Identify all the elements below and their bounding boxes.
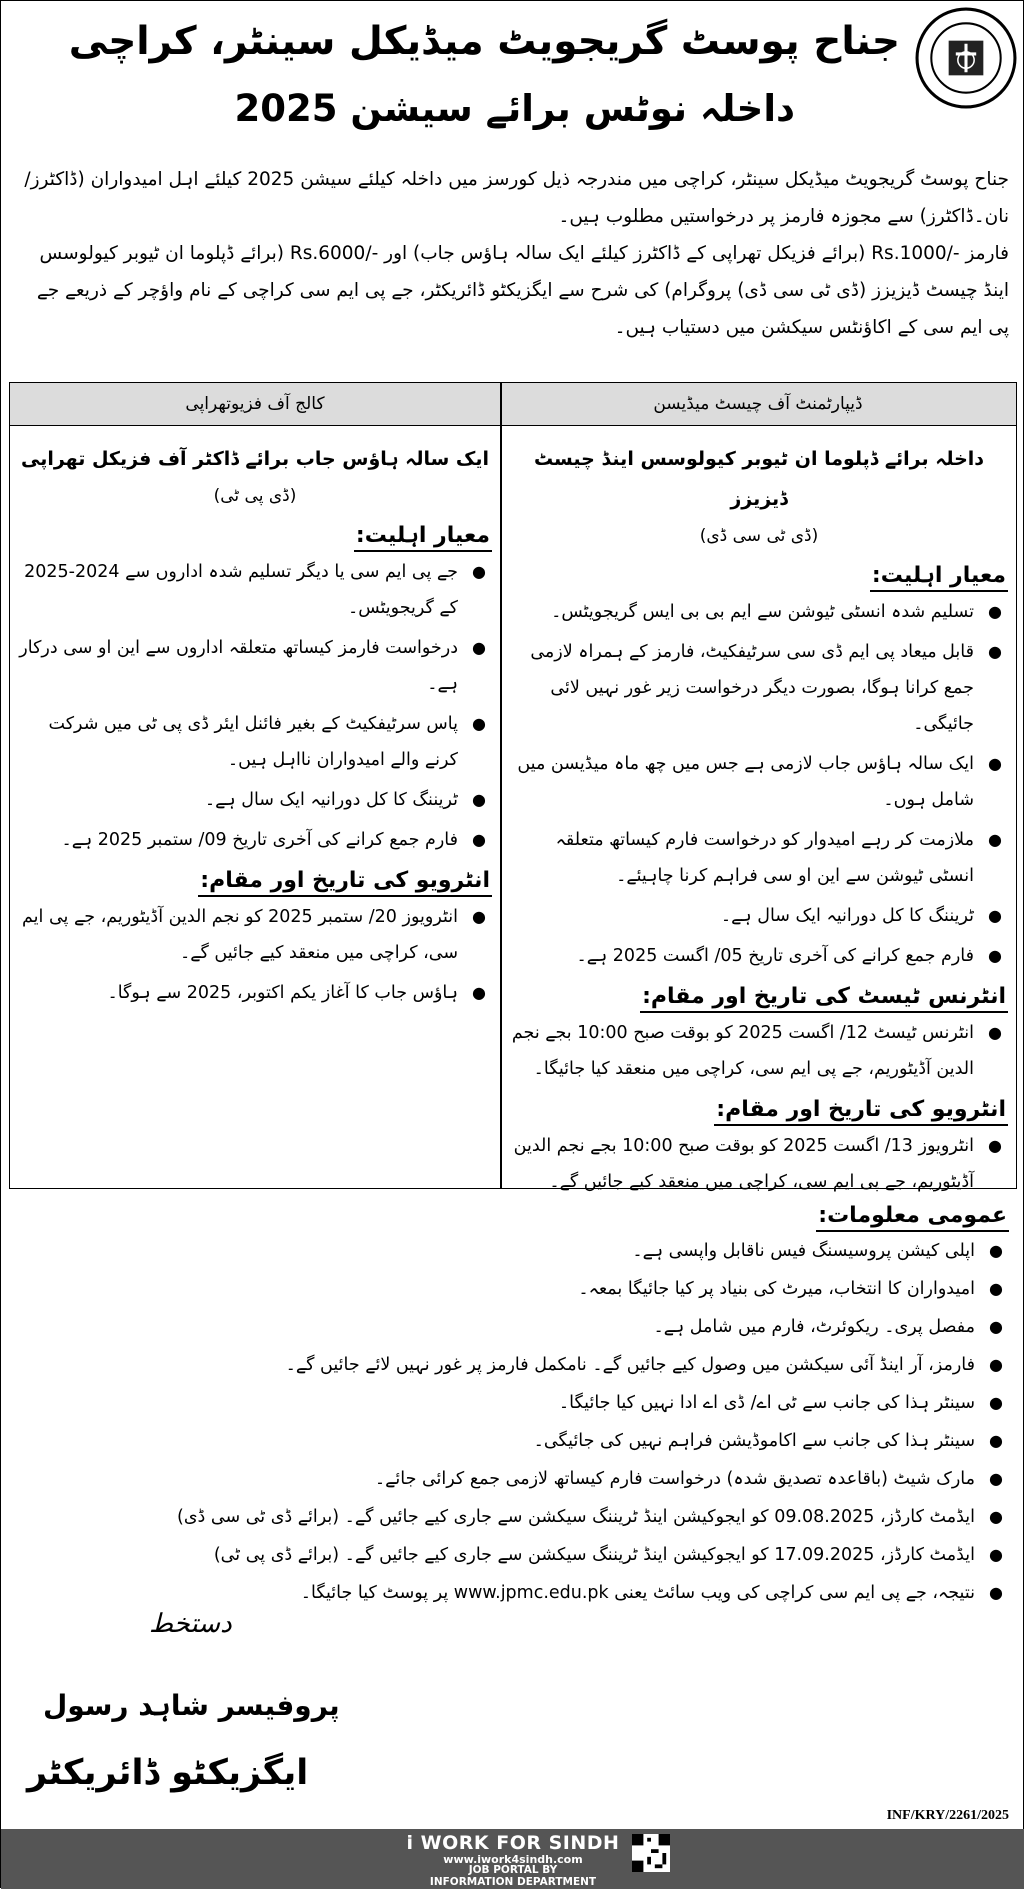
list-item: ● ایڈمٹ کارڈز، 09.08.2025 کو ایجوکیشن اینڈ ٹریننگ سیکشن سے جاری کیے جائیں گے۔ (برائے ڈی ٹی سی ڈی) (15, 1502, 1009, 1532)
title-line-2: داخلہ نوٹس برائے سیشن 2025 (234, 87, 795, 130)
physiotherapy-column (18, 425, 492, 1188)
list-item: ● فارمز، آر اینڈ آئی سیکشن میں وصول کیے جائیں گے۔ نامکمل فارمز پر غور نہیں لائے جائیں گے۔ (15, 1350, 1009, 1380)
list-item: ● قابل میعاد پی ایم ڈی سی سرٹیفکیٹ، فارمز کے ہمراہ لازمی جمع کرانا ہوگا، بصورت دیگر درخواست زیر غور نہیں لائی جائیگی۔ (510, 634, 1008, 742)
chest-medicine-column (510, 425, 1008, 1192)
footer-url[interactable]: www.iwork4sindh.com (443, 1853, 583, 1866)
jpmc-logo (915, 7, 1017, 109)
dpt-eligibility-list (18, 554, 492, 858)
general-heading (15, 1203, 1009, 1228)
list-item: ● تسلیم شدہ انسٹی ٹیوشن سے ایم بی بی ایس گریجویٹس۔ (510, 594, 1008, 630)
table-header (10, 383, 1016, 426)
programs-table (9, 382, 1017, 1192)
list-item: ● انٹرویوز 13/ اگست 2025 کو بوقت صبح 10:00 بجے نجم الدین آڈیٹوریم، جے پی ایم سی، کراچی میں منعقد کیے جائیں گے۔ (510, 1128, 1008, 1200)
list-item: ● امیدواران کا انتخاب، میرٹ کی بنیاد پر کیا جائیگا بمعہ۔ (15, 1274, 1009, 1304)
dtcd-test-list (510, 1015, 1008, 1087)
signature: دستخط (149, 1609, 232, 1639)
list-item: ● پاس سرٹیفکیٹ کے بغیر فائنل ایئر ڈی پی ٹی میں شرکت کرنے والے امیدواران نااہل ہیں۔ (18, 706, 492, 778)
list-item: ● ٹریننگ کا کل دورانیہ ایک سال ہے۔ (18, 782, 492, 818)
dtcd-interview-list (510, 1128, 1008, 1200)
list-item: ● سینٹر ہذا کی جانب سے اکاموڈیشن فراہم نہیں کی جائیگی۔ (15, 1426, 1009, 1456)
footer-line-2: JOB PORTAL BY (468, 1864, 558, 1876)
header (1, 1, 1024, 151)
dpt-interview-list (18, 899, 492, 1011)
dtcd-interview-heading (510, 1097, 1008, 1122)
dpt-abbr: (ڈی پی ٹی) (213, 486, 297, 506)
list-item: ● اپلی کیشن پروسیسنگ فیس ناقابل واپسی ہے۔ (15, 1236, 1009, 1266)
intro (15, 161, 1009, 346)
dtcd-eligibility-heading (510, 563, 1008, 588)
general-list (15, 1236, 1009, 1608)
intro-paragraph-1: جناح پوسٹ گریجویٹ میڈیکل سینٹر، کراچی میں مندرجہ ذیل کورسز میں داخلہ کیلئے سیشن 2025 کیلئے اہل امیدواران (ڈاکٹرز/ نان۔ڈاکٹرز) سے مجوزہ فارمز پر درخواستیں مطلوب ہیں۔ (24, 169, 1009, 227)
list-item: ● ٹریننگ کا کل دورانیہ ایک سال ہے۔ (510, 898, 1008, 934)
qr-code-icon (632, 1834, 670, 1872)
dpt-eligibility-title: معیار اہلیت: (354, 523, 492, 552)
list-item: ● مارک شیٹ (باقاعدہ تصدیق شدہ) درخواست فارم کیساتھ لازمی جمع کرائی جائے۔ (15, 1464, 1009, 1494)
list-item: ● انٹرویوز 20/ ستمبر 2025 کو نجم الدین آڈیٹوریم، جے پی ایم سی، کراچی میں منعقد کیے جائیں گے۔ (18, 899, 492, 971)
list-item: ● ایڈمٹ کارڈز، 17.09.2025 کو ایجوکیشن اینڈ ٹریننگ سیکشن سے جاری کیے جائیں گے۔ (برائے ڈی پی ٹی) (15, 1540, 1009, 1570)
dtcd-abbr: (ڈی ٹی سی ڈی) (699, 526, 819, 546)
dpt-interview-title: انٹرویو کی تاریخ اور مقام: (198, 868, 492, 897)
reference-number: INF/KRY/2261/2025 (886, 1808, 1009, 1823)
general-title: عمومی معلومات: (816, 1203, 1009, 1232)
dpt-eligibility-heading (18, 523, 492, 548)
dtcd-eligibility-title: معیار اہلیت: (870, 563, 1008, 592)
general-info (15, 1193, 1009, 1616)
dtcd-interview-title: انٹرویو کی تاریخ اور مقام: (714, 1097, 1008, 1126)
dpt-interview-heading (18, 868, 492, 893)
header-physiotherapy: کالج آف فزیوتھراپی (185, 394, 325, 414)
column-divider (500, 383, 502, 1188)
list-item: ● ملازمت کر رہے امیدوار کو درخواست فارم کیساتھ متعلقہ انسٹی ٹیوشن سے این او سی فراہم کرنا چاہیئے۔ (510, 822, 1008, 894)
list-item: ● ہاؤس جاب کا آغاز یکم اکتوبر، 2025 سے ہوگا۔ (18, 975, 492, 1011)
footer-line-3: INFORMATION DEPARTMENT (429, 1876, 597, 1888)
intro-paragraph-2: فارمز -/Rs.1000 (برائے فزیکل تھراپی کے ڈاکٹرز کیلئے ایک سالہ ہاؤس جاب) اور -/Rs.6000 (برائے ڈپلوما ان ٹیوبر کیولوسس اینڈ چیسٹ ڈیزیزز (ڈی ٹی سی ڈی) پروگرام) کی شرح سے ایگزیکٹو ڈائریکٹر، جے پی ایم سی کراچی کے نام واؤچر کے ذریعے جے پی ایم سی کے اکاؤنٹس سیکشن میں دستیاب ہیں۔ (36, 243, 1009, 338)
officer-designation: ایگزیکٹو ڈائریکٹر (27, 1753, 309, 1793)
list-item: ● فارم جمع کرانے کی آخری تاریخ 09/ ستمبر 2025 ہے۔ (18, 822, 492, 858)
list-item: ● درخواست فارمز کیساتھ متعلقہ اداروں سے این او سی درکار ہے۔ (18, 630, 492, 702)
dtcd-eligibility-list (510, 594, 1008, 974)
title-line-1: جناح پوسٹ گریجویٹ میڈیکل سینٹر، کراچی (68, 19, 900, 64)
footer-brand: i WORK FOR SINDH (406, 1832, 620, 1854)
list-item: ● سینٹر ہذا کی جانب سے ٹی اے/ ڈی اے ادا نہیں کیا جائیگا۔ (15, 1388, 1009, 1418)
list-item: ● جے پی ایم سی یا دیگر تسلیم شدہ اداروں سے 2024-2025 کے گریجویٹس۔ (18, 554, 492, 626)
list-item: ● ایک سالہ ہاؤس جاب لازمی ہے جس میں چھ ماہ میڈیسن میں شامل ہوں۔ (510, 746, 1008, 818)
header-chest-medicine: ڈیپارٹمنٹ آف چیسٹ میڈیسن (653, 394, 863, 414)
list-item: ● نتیجہ، جے پی ایم سی کراچی کی ویب سائٹ یعنی www.jpmc.edu.pk پر پوسٹ کیا جائیگا۔ (15, 1578, 1009, 1608)
dtcd-test-title: انٹرنس ٹیسٹ کی تاریخ اور مقام: (640, 984, 1008, 1013)
list-item: ● مفصل پری۔ ریکوئرٹ، فارم میں شامل ہے۔ (15, 1312, 1009, 1342)
dpt-program-title: ایک سالہ ہاؤس جاب برائے ڈاکٹر آف فزیکل تھراپی (20, 448, 489, 470)
dtcd-program-title: داخلہ برائے ڈپلوما ان ٹیوبر کیولوسس اینڈ چیسٹ ڈیزیزز (533, 448, 985, 510)
officer-name: پروفیسر شاہد رسول (43, 1689, 340, 1722)
dtcd-test-heading (510, 984, 1008, 1009)
list-item: ● فارم جمع کرانے کی آخری تاریخ 05/ اگست 2025 ہے۔ (510, 938, 1008, 974)
footer-banner (1, 1829, 1024, 1889)
list-item: ● انٹرنس ٹیسٹ 12/ اگست 2025 کو بوقت صبح 10:00 بجے نجم الدین آڈیٹوریم، جے پی ایم سی، کراچی میں منعقد کیا جائیگا۔ (510, 1015, 1008, 1087)
